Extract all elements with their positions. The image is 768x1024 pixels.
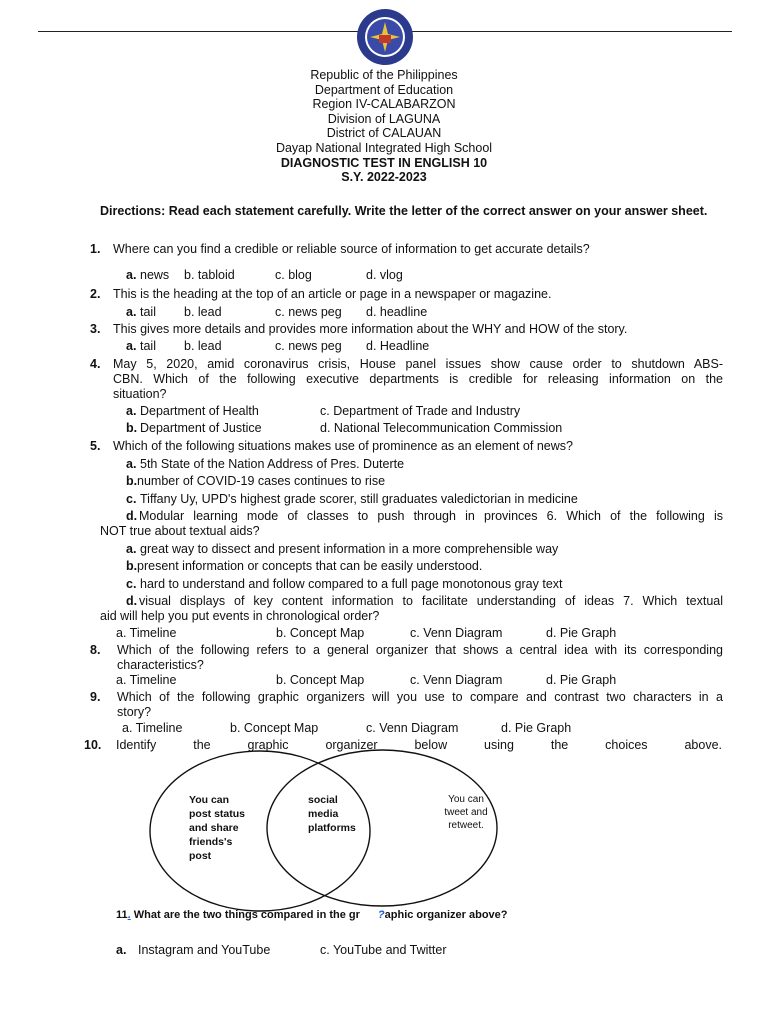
q6-opt-b: present information or concepts that can be easily understood.	[137, 559, 483, 573]
venn-left-line: post	[189, 850, 212, 862]
q11-opt-a: Instagram and YouTube	[138, 943, 271, 957]
venn-left-text	[189, 793, 245, 863]
q1-opt-a: news	[140, 268, 170, 282]
q1-text: Where can you find a credible or reliable source of information to get accurate details?	[113, 242, 590, 256]
q9-opt-b: b. Concept Map	[230, 721, 319, 735]
q11-opt-c: c. YouTube and Twitter	[320, 943, 447, 957]
q11-text-part2: aphic organizer above?	[384, 909, 508, 921]
q10-text: Identify the graphic organizer below using the choices above.	[116, 738, 722, 752]
q7-opt-c: c. Venn Diagram	[410, 626, 503, 640]
q6-opt-d-letter: d.	[126, 594, 138, 608]
school-year: S.Y. 2022-2023	[341, 170, 427, 185]
q2-opt-d: d. headline	[366, 305, 428, 319]
q5-text: Which of the following situations makes use of prominence as an element of news?	[113, 439, 573, 453]
q11-line	[116, 909, 508, 921]
q11-number: 11	[116, 909, 128, 921]
q3-opt-a: tail	[140, 339, 156, 353]
q2-opt-a-letter: a.	[126, 305, 137, 319]
q4-number: 4.	[90, 357, 101, 371]
venn-left-line: You can	[189, 794, 230, 806]
venn-right-line: retweet.	[448, 820, 484, 831]
header-line: Department of Education	[314, 82, 454, 97]
q11-text-part1: What are the two things compared in the gr	[133, 909, 360, 921]
q8-text-line1: Which of the following refers to a general organizer that shows a central idea with its corresponding	[117, 643, 723, 657]
q1-number: 1.	[90, 242, 101, 256]
venn-left-line: post status	[189, 808, 246, 820]
q4-opt-c: c. Department of Trade and Industry	[320, 404, 521, 418]
header-line: Region IV-CALABARZON	[312, 97, 456, 112]
q3-opt-d: d. Headline	[366, 339, 430, 353]
q11-mark: ?	[377, 909, 385, 921]
q9-text-line1: Which of the following graphic organizers will you use to compare and contrast two characters in a	[117, 690, 723, 704]
q11-opt-a-letter: a.	[116, 943, 127, 957]
q5-opt-b-letter: b.	[126, 474, 138, 488]
q5-opt-d: Modular learning mode of classes to push through in provinces 6. Which of the following is	[139, 509, 723, 523]
q8-opt-b: b. Concept Map	[276, 673, 365, 687]
q1-opt-c: c. blog	[275, 268, 312, 282]
q8-number: 8.	[90, 643, 101, 657]
q8-opt-c: c. Venn Diagram	[410, 673, 503, 687]
q2-text: This is the heading at the top of an article or page in a newspaper or magazine.	[113, 287, 552, 301]
q8-text-line2: characteristics?	[117, 658, 204, 672]
q5-opt-b: number of COVID-19 cases continues to rise	[137, 474, 386, 488]
header-block	[0, 68, 768, 185]
q10-number: 10.	[84, 738, 102, 752]
venn-left-line: friends's	[189, 836, 233, 848]
venn-middle-line: platforms	[308, 822, 356, 834]
q6-opt-c: hard to understand and follow compared to a full page monotonous gray text	[140, 577, 563, 591]
q4-opt-d: d. National Telecommunication Commission	[320, 421, 563, 435]
q4-text-line1: May 5, 2020, amid coronavirus crisis, House panel issues show cause order to shutdown ABS-	[113, 357, 723, 371]
q1-opt-d: d. vlog	[366, 268, 403, 282]
q6-opt-b-letter: b.	[126, 559, 138, 573]
q3-text: This gives more details and provides more information about the WHY and HOW of the story.	[113, 322, 628, 336]
q11-dot: .	[127, 909, 131, 921]
q2-opt-b: b. lead	[184, 305, 222, 319]
q7-opt-b: b. Concept Map	[276, 626, 365, 640]
q8-opt-a: a. Timeline	[116, 673, 177, 687]
q9-number: 9.	[90, 690, 101, 704]
q7-opt-a: a. Timeline	[116, 626, 177, 640]
directions: Directions: Read each statement carefully. Write the letter of the correct answer on your answer sheet.	[100, 204, 708, 218]
q6-text: NOT true about textual aids?	[100, 524, 260, 538]
q4-opt-a-letter: a.	[126, 404, 137, 418]
q3-number: 3.	[90, 322, 101, 336]
venn-middle-line: media	[308, 808, 339, 820]
q4-text-line3: situation?	[113, 387, 167, 401]
q5-number: 5.	[90, 439, 101, 453]
header-line: Division of LAGUNA	[327, 111, 441, 126]
q5-opt-c-letter: c.	[126, 492, 137, 506]
venn-right-text	[436, 793, 496, 832]
q5-opt-c: Tiffany Uy, UPD's highest grade scorer, still graduates valedictorian in medicine	[140, 492, 578, 506]
q8-opt-d: d. Pie Graph	[546, 673, 617, 687]
q2-opt-a: tail	[140, 305, 156, 319]
q9-opt-a: a. Timeline	[122, 721, 183, 735]
q9-opt-c: c. Venn Diagram	[366, 721, 459, 735]
q7-opt-d: d. Pie Graph	[546, 626, 617, 640]
q2-number: 2.	[90, 287, 101, 301]
header-line: District of CALAUAN	[326, 126, 442, 141]
test-title: DIAGNOSTIC TEST IN ENGLISH 10	[280, 155, 488, 170]
q7-text: aid will help you put events in chronological order?	[100, 609, 380, 623]
q4-opt-b-letter: b.	[126, 421, 138, 435]
q3-opt-a-letter: a.	[126, 339, 137, 353]
q1-opt-a-letter: a.	[126, 268, 137, 282]
q4-opt-a: Department of Health	[140, 404, 259, 418]
venn-right-line: You can	[448, 794, 484, 805]
q5-opt-d-letter: d.	[126, 509, 138, 523]
q3-opt-c: c. news peg	[275, 339, 342, 353]
header-line: Republic of the Philippines	[310, 68, 458, 82]
deped-seal-icon	[356, 8, 414, 66]
q5-opt-a-letter: a.	[126, 457, 137, 471]
venn-middle-text	[308, 793, 356, 835]
venn-left-line: and share	[189, 822, 239, 834]
q4-text-line2: CBN. Which of the following executive departments is credible for releasing information on the	[113, 372, 723, 386]
q6-opt-a: great way to dissect and present information in a more comprehensible way	[140, 542, 559, 556]
q6-opt-d: visual displays of key content information to facilitate understanding of ideas 7. Which textual	[139, 594, 723, 608]
q1-opt-b: b. tabloid	[184, 268, 235, 282]
header-line: Dayap National Integrated High School	[275, 140, 493, 155]
venn-right-line: tweet and	[444, 807, 488, 818]
venn-middle-line: social	[308, 794, 338, 806]
q3-opt-b: b. lead	[184, 339, 222, 353]
q6-opt-c-letter: c.	[126, 577, 137, 591]
q5-opt-a: 5th State of the Nation Address of Pres. Duterte	[140, 457, 405, 471]
q9-text-line2: story?	[117, 705, 152, 719]
q9-opt-d: d. Pie Graph	[501, 721, 572, 735]
q4-opt-b: Department of Justice	[140, 421, 262, 435]
q6-opt-a-letter: a.	[126, 542, 137, 556]
q2-opt-c: c. news peg	[275, 305, 342, 319]
